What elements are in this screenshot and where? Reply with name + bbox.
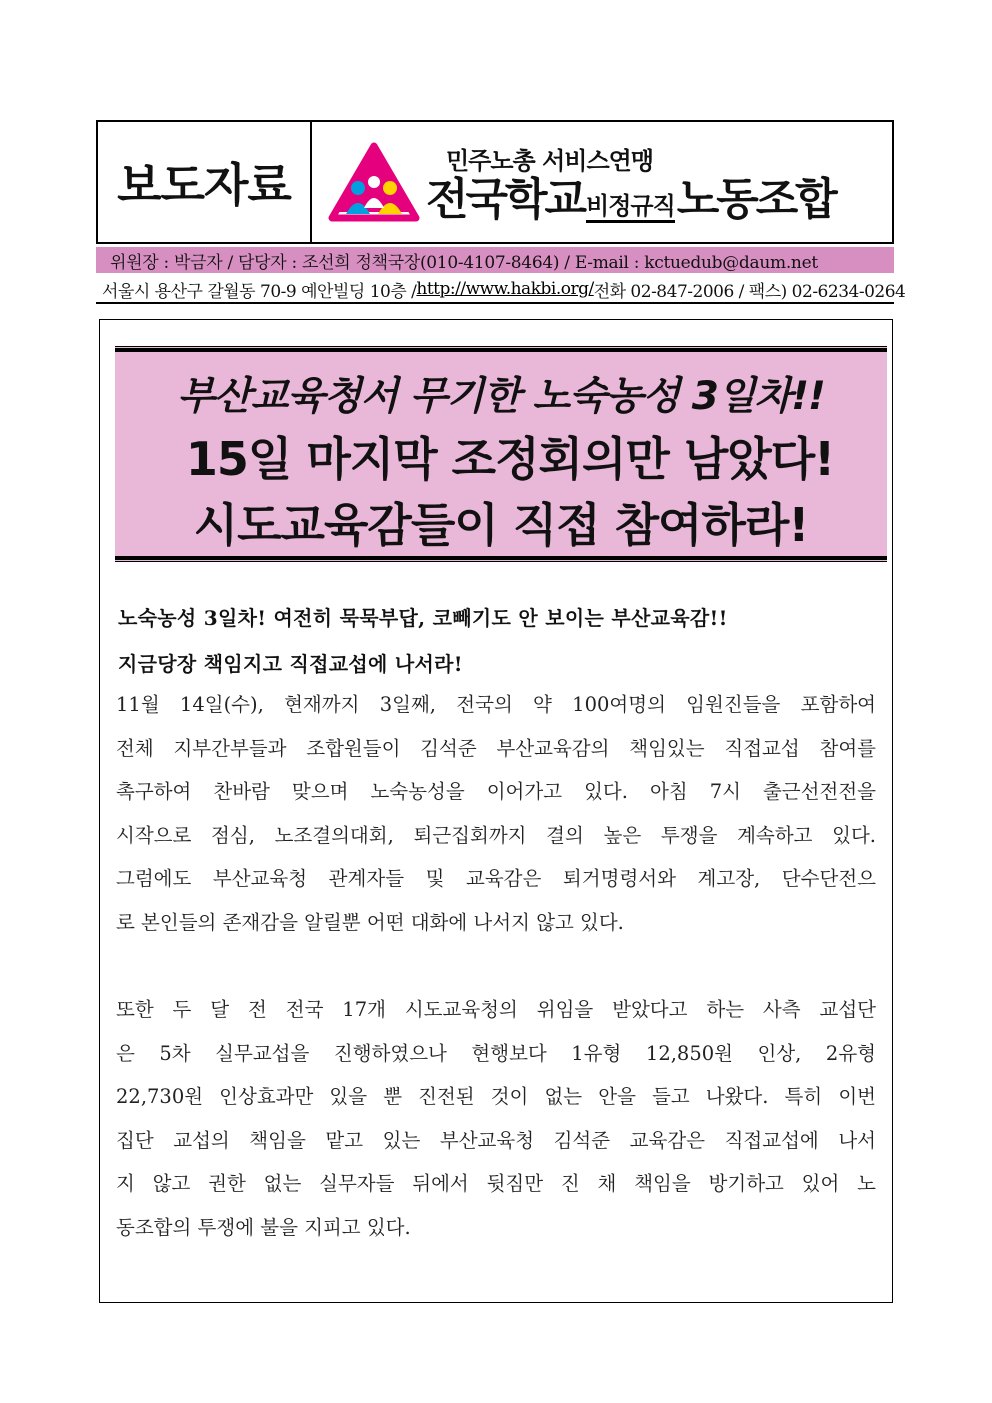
- paragraph-line: 그럼에도 부산교육청 관계자들 및 교육감은 퇴거명령서와 계고장, 단수단전으: [116, 867, 876, 890]
- paragraph-2: [116, 988, 876, 1249]
- article-box: [99, 319, 893, 1303]
- paragraph-line: 은 5차 실무교섭을 진행하였으나 현행보다 1유형 12,850원 인상, 2유형: [116, 1041, 876, 1065]
- federation-name: 민주노총 서비스연맹: [446, 147, 654, 175]
- paragraph-line: 지 않고 권한 없는 실무자들 뒤에서 뒷짐만 진 채 책임을 방기하고 있어 노: [116, 1172, 876, 1195]
- press-release-label: 보도자료: [98, 122, 312, 242]
- union-full-name: [426, 174, 835, 225]
- headline-line-2: 15일 마지막 조정회의만 남았다!: [185, 432, 835, 486]
- union-name-part-3: 노동조합: [676, 174, 835, 225]
- paragraph-line: 집단 교섭의 책임을 맡고 있는 부산교육청 김석준 교육감은 직접교섭에 나서: [116, 1128, 876, 1152]
- union-name: [426, 141, 835, 223]
- paragraph-line: 11월 14일(수), 현재까지 3일째, 전국의 약 100여명의 임원진들을 포함하여: [116, 693, 876, 716]
- union-name-part-2: 비정규직: [586, 194, 675, 223]
- headline-box: [115, 346, 887, 562]
- website-link[interactable]: http://www.hakbi.org/: [416, 279, 594, 299]
- paragraph-line: 시작으로 점심, 노조결의대회, 퇴근집회까지 결의 높은 투쟁을 계속하고 있다.: [116, 823, 876, 847]
- paragraph-line: 22,730원 인상효과만 있을 뿐 진전된 것이 없는 안을 들고 나왔다. 특히 이번: [116, 1085, 876, 1108]
- headline-line-3: 시도교육감들이 직접 참여하라!: [193, 498, 809, 552]
- lead-line-2: 지금당장 책임지고 직접교섭에 나서라!: [118, 652, 463, 676]
- contact-bar: 위원장 : 박금자 / 담당자 : 조선희 정책국장(010-4107-8464) / E-mail : kctuedub@daum.net: [96, 247, 894, 273]
- address-line: [96, 276, 906, 304]
- union-logo-area: [312, 122, 892, 242]
- paragraph-line: 촉구하여 찬바람 맞으며 노숙농성을 이어가고 있다. 아침 7시 출근선전전을: [116, 780, 876, 803]
- lead-line-1: 노숙농성 3일차! 여전히 묵묵부답, 코빼기도 안 보이는 부산교육감!!: [118, 606, 728, 630]
- paragraph-line: 전체 지부간부들과 조합원들이 김석준 부산교육감의 책임있는 직접교섭 참여를: [116, 736, 876, 760]
- paragraph-1: [116, 683, 876, 944]
- paragraph-line: 또한 두 달 전 전국 17개 시도교육청의 위임을 받았다고 하는 사측 교섭단: [116, 998, 876, 1021]
- phone-fax-text: 전화 02-847-2006 / 팩스) 02-6234-0264: [593, 281, 906, 302]
- press-release-header: [96, 120, 894, 244]
- paragraph-line: 로 본인들의 존재감을 알릴뿐 어떤 대화에 나서지 않고 있다.: [116, 910, 624, 934]
- address-text: 서울시 용산구 갈월동 70-9 예안빌딩 10층 /: [102, 281, 417, 302]
- paragraph-line: 동조합의 투쟁에 불을 지피고 있다.: [116, 1215, 411, 1239]
- union-name-part-1: 전국학교: [426, 174, 585, 225]
- union-logo-icon: [328, 142, 420, 222]
- headline-line-1: 부산교육청서 무기한 노숙농성 3일차!!: [177, 374, 825, 419]
